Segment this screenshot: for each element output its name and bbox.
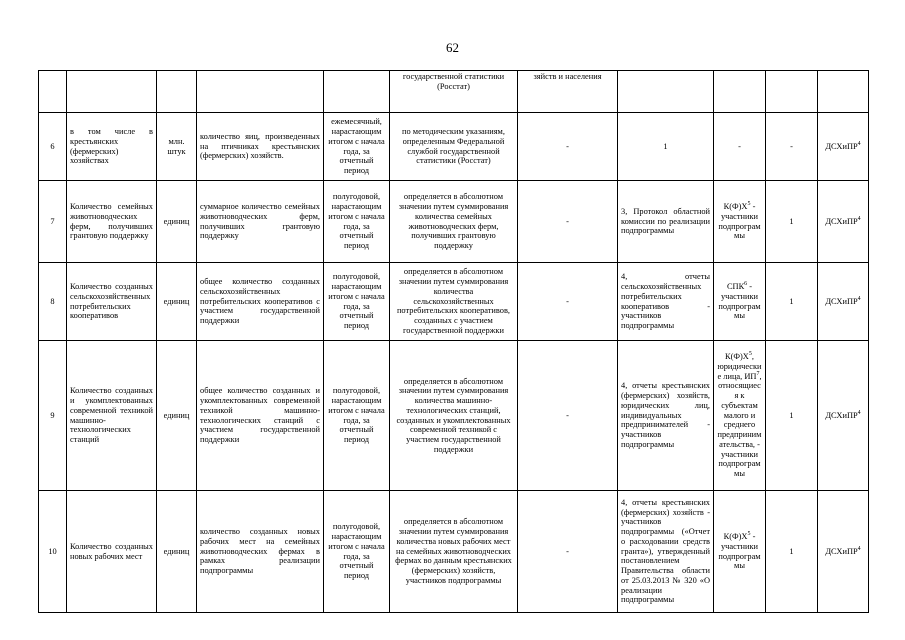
cell-dash: - [518,113,618,181]
cell-method: определяется в абсолютном значении путем суммирования количества новых рабочих мест на семейных животноводческих фермах во данным крестьянских (фермерских) хозяйств, участников подпрограммы [390,491,518,613]
table-row [39,263,869,341]
cell-executor: ДСХиПР$^4$ [818,491,869,613]
cell-unit: единиц [157,181,197,263]
cell-period: ежемесячный, нарастающим итогом с начала года, за отчетный период [324,113,390,181]
cell-definition: суммарное количество семейных животноводческих ферм, получивших грантовую поддержку [197,181,324,263]
cell-unit: единиц [157,491,197,613]
cell-source: 4, отчеты крестьянских (фермерских) хозяйств - участников подпрограммы («Отчет о расходовании средств гранта»), утвержденный постановлением Правительства области от 25.03.2013 № 320 «О реализации подпрограммы [618,491,714,613]
cell-unit: единиц [157,341,197,491]
cell-definition: количество яиц, произведенных на птичниках крестьянских (фермерских) хозяйств. [197,113,324,181]
cell-responsible: СПК$^6$ - участники подпрограммы [714,263,766,341]
cell-period: полугодовой, нарастающим итогом с начала года, за отчетный период [324,263,390,341]
cell-definition: общее количество созданных и укомплектованных современной техникой машинно-технологических станций с участием государственной поддержки [197,341,324,491]
cell-num: 9 [39,341,67,491]
cell-num: 7 [39,181,67,263]
cell-executor [818,71,869,113]
cell-one: - [766,113,818,181]
cell-definition: общее количество созданных сельскохозяйственных потребительских кооперативов с участием государственной поддержки [197,263,324,341]
cell-source: 3, Протокол областной комиссии по реализации подпрограммы [618,181,714,263]
cell-period: полугодовой, нарастающим итогом с начала года, за отчетный период [324,491,390,613]
cell-executor: ДСХиПР$^4$ [818,113,869,181]
indicators-table [38,70,869,613]
table-row [39,491,869,613]
cell-name: Количество семейных животноводческих ферм, получивших грантовую поддержку [67,181,157,263]
table-row [39,113,869,181]
cell-one: 1 [766,491,818,613]
cell-dash: - [518,341,618,491]
cell-name: Количество созданных новых рабочих мест [67,491,157,613]
cell-unit: единиц [157,263,197,341]
cell-method: по методическим указаниям, определенным Федеральной службой государственной статистики (Росстат) [390,113,518,181]
cell-unit: млн. штук [157,113,197,181]
cell-name: в том числе в крестьянских (фермерских) хозяйствах [67,113,157,181]
cell-dash: - [518,491,618,613]
cell-method: определяется в абсолютном значении путем суммирования количества сельскохозяйственных потребительских кооперативов, созданных с участием государственной поддержки [390,263,518,341]
cell-one: 1 [766,181,818,263]
cell-method: определяется в абсолютном значении путем суммирования количества семейных животноводческих ферм, получивших грантовую поддержку [390,181,518,263]
cell-definition [197,71,324,113]
cell-one [766,71,818,113]
cell-responsible [714,71,766,113]
cell-executor: ДСХиПР$^4$ [818,341,869,491]
cell-source [618,71,714,113]
cell-period: полугодовой, нарастающим итогом с начала года, за отчетный период [324,341,390,491]
table-row [39,181,869,263]
cell-num: 6 [39,113,67,181]
cell-method: государственной статистики (Росстат) [390,71,518,113]
cell-responsible: $К(Ф)Х^5$ - участники подпрограммы [714,181,766,263]
cell-executor: ДСХиПР$^4$ [818,181,869,263]
cell-executor: ДСХиПР$^4$ [818,263,869,341]
cell-method: определяется в абсолютном значении путем суммирования количества машинно-технологических станций, созданных и укомплектованных современной техникой с участием государственной поддержки [390,341,518,491]
cell-period [324,71,390,113]
cell-name: Количество созданных сельскохозяйственных потребительских кооперативов [67,263,157,341]
cell-one: 1 [766,341,818,491]
cell-name: Количество созданных и укомплектованных современной техникой машинно-технологических станций [67,341,157,491]
cell-dash: - [518,181,618,263]
table-row-continuation [39,71,869,113]
page-number: 62 [446,40,459,55]
cell-num [39,71,67,113]
cell-num: 8 [39,263,67,341]
cell-source: 4, отчеты крестьянских (фермерских) хозяйств, юридических лиц, индивидуальных предпринимателей - участников подпрограммы [618,341,714,491]
cell-dash: - [518,263,618,341]
cell-period: полугодовой, нарастающим итогом с начала года, за отчетный период [324,181,390,263]
table-row [39,341,869,491]
cell-one: 1 [766,263,818,341]
cell-definition: количество созданных новых рабочих мест на семейных животноводческих фермах в рамках реализации подпрограммы [197,491,324,613]
cell-source: 1 [618,113,714,181]
cell-name [67,71,157,113]
cell-responsible: - [714,113,766,181]
cell-responsible: $К(Ф)Х^5$, юридические лица, $ИП^7$, относящиеся к субъектам малого и среднего предпринимательства, - участники подпрограммы [714,341,766,491]
cell-source: 4, отчеты сельскохозяйственных потребительских кооперативов - участников подпрограммы [618,263,714,341]
cell-responsible: $К(Ф)Х^5$ - участники подпрограммы [714,491,766,613]
cell-num: 10 [39,491,67,613]
cell-unit [157,71,197,113]
cell-dash: зяйств и населения [518,71,618,113]
